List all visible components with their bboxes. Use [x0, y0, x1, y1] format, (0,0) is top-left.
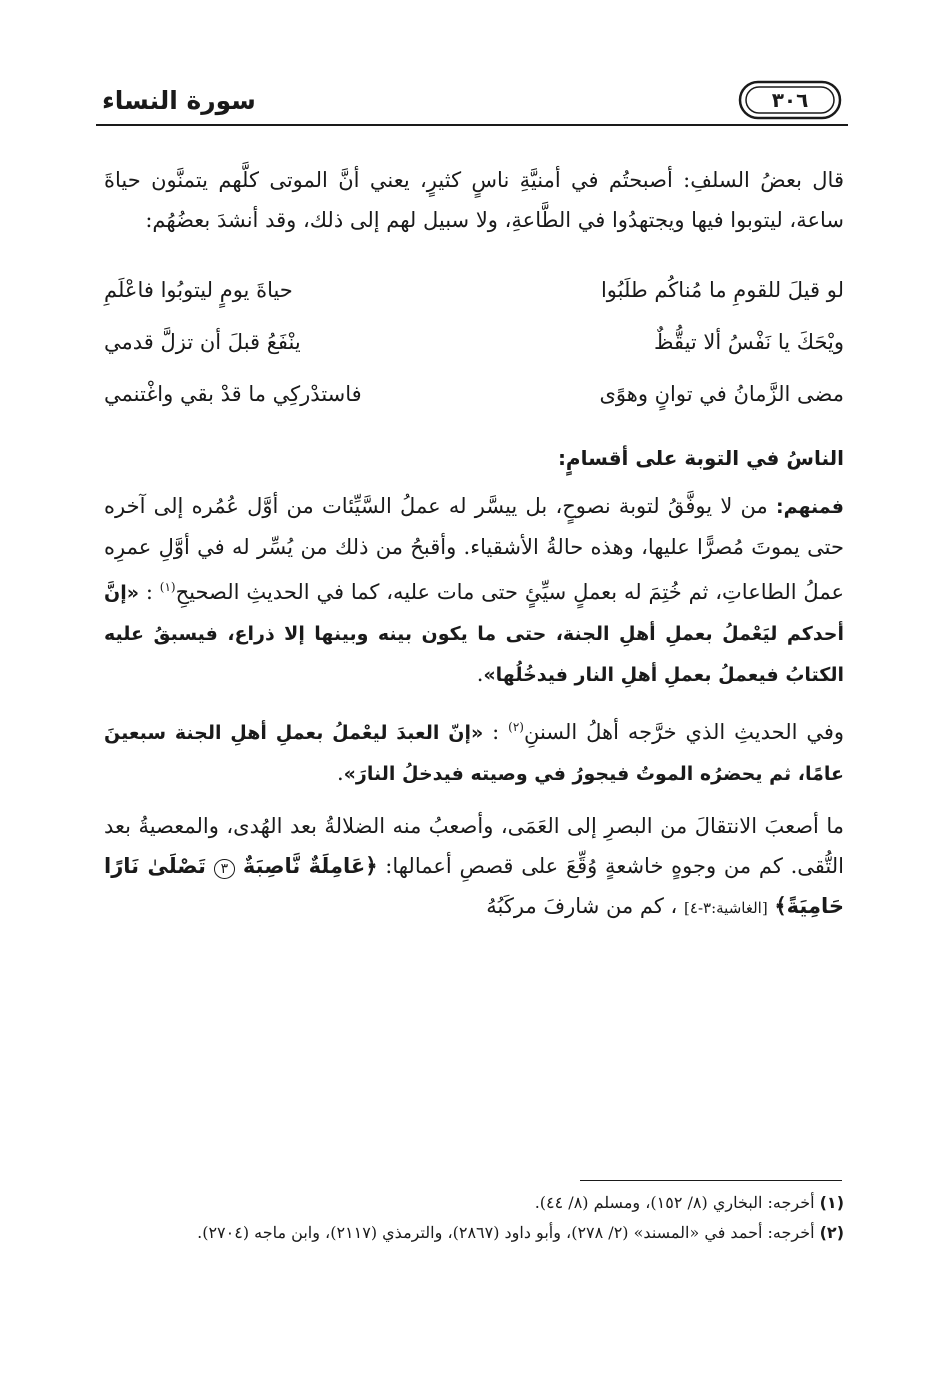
footnote-number: (٢) — [819, 1223, 844, 1242]
paragraph-text: ، كم من شارفَ مركَبُهُ — [486, 894, 678, 918]
paragraph-text: من لا يوفَّقُ لتوبة نصوحٍ، بل ييسَّر له عملُ السَّيِّئات من أوَّل عُمُره إلى آخره حتى يموتَ مُصرًّا عليها، وهذه حالةُ الأشقياء. وأقبحُ من ذلك من يُسِّر له في أوَّلِ عمرِه عملُ الطاعاتِ، ثم خُتِمَ له بعملٍ سيِّئٍ حتى مات عليه، كما في الحديثِ الصحيحِ — [104, 494, 844, 604]
poem-verse — [104, 368, 844, 420]
full-stop: . — [336, 761, 344, 785]
footnote-item — [104, 1188, 844, 1218]
paragraph-text: ما أصعبَ الانتقالَ من البصرِ إلى العَمَى، وأصعبُ منه الضلالةُ بعد الهُدى، والمعصيةُ بعد التُّقى. كم من وجوهٍ خاشعةٍ وُقِّعَ على قصصِ أعمالها: — [104, 814, 844, 878]
surah-title: سورة النساء — [102, 86, 256, 115]
colon: : — [139, 580, 160, 604]
verse-second-hemistich: ينْفَعُ قبلَ أن تزلَّ قدمي — [104, 330, 301, 354]
footnote-reference[interactable]: (٢) — [508, 720, 524, 734]
verse-first-hemistich: ويْحَكَ يا نَفْسُ ألا تيقُّظٌ — [654, 330, 844, 354]
section-heading: الناسُ في التوبة على أقسامٍ: — [557, 446, 844, 470]
page-number-badge — [738, 80, 842, 120]
header-divider — [96, 124, 848, 126]
aya-number-marker: ٣ — [214, 859, 236, 879]
footnote-divider — [580, 1180, 842, 1181]
surah-reference: [الغاشية:٣-٤] — [684, 899, 768, 917]
page-number: ٣٠٦ — [771, 88, 809, 112]
page-header — [96, 80, 848, 126]
footnote-text: أخرجه: أحمد في «المسند» (٢/ ٢٧٨)، وأبو داود (٢٨٦٧)، والترمذي (٢١١٧)، وابن ماجه (٢٧٠٤). — [197, 1223, 820, 1242]
hadith-quote: «إنّ العبدَ ليعْملُ بعملِ أهلِ الجنة سبعينَ عامًا، ثم يحضرُه الموتُ فيجورُ في وصيته فيدخلُ النارَ» — [104, 722, 844, 785]
footnotes — [104, 1188, 844, 1248]
footnote-number: (١) — [819, 1193, 844, 1212]
paragraph-intro: قال بعضُ السلفِ: أصبحتُم في أمنيَّةِ ناسٍ كثيرٍ، يعني أنَّ الموتى كلَّهم يتمنَّون حياةَ ساعة، ليتوبوا فيها ويجتهدُوا في الطَّاعةِ، ولا سبيل لهم إلى ذلك، وقد أنشدَ بعضُهُم: — [104, 168, 844, 232]
hadith-quote: «إنَّ أحدكم ليَعْملُ بعملِ أهلِ الجنة، حتى ما يكون بينه وبينها إلا ذراع، فيسبقُ عليه الكتابُ فيعملُ بعملِ أهلِ النار فيدخُلُها» — [104, 582, 844, 686]
footnote-item — [104, 1218, 844, 1248]
poem-verse — [104, 316, 844, 368]
paragraph-text: وفي الحديثِ الذي خرَّجه أهلُ السننِ — [523, 720, 844, 744]
paragraph-transition — [104, 806, 844, 928]
verse-first-hemistich: مضى الزَّمانُ في توانٍ وهوًى — [599, 382, 844, 406]
paragraph-categories — [104, 486, 844, 695]
main-text — [104, 160, 844, 928]
verse-first-hemistich: لو قيلَ للقومِ ما مُناكُم طلَبُوا — [600, 278, 844, 302]
colon: : — [483, 720, 509, 744]
quran-verse-part: ﴿عَامِلَةٌ نَّاصِبَةٌ — [242, 854, 378, 878]
paragraph-hadith-sunan — [104, 707, 844, 794]
footnote-text: أخرجه: البخاري (٨/ ١٥٢)، ومسلم (٨/ ٤٤). — [534, 1193, 820, 1212]
poem-verse — [104, 264, 844, 316]
verse-second-hemistich: حياةَ يومٍ ليتوبُوا فاعْلَمِ — [104, 278, 293, 302]
paragraph-lead: فمنهم: — [776, 496, 844, 518]
quran-verse-part: تَصْلَىٰ نَارًا حَامِيَةً﴾ — [104, 854, 844, 918]
poem — [104, 264, 844, 420]
verse-second-hemistich: فاستدْركِي ما قدْ بقي واغْتنمي — [104, 382, 362, 406]
full-stop: . — [476, 662, 484, 686]
footnote-reference[interactable]: (١) — [159, 580, 176, 594]
